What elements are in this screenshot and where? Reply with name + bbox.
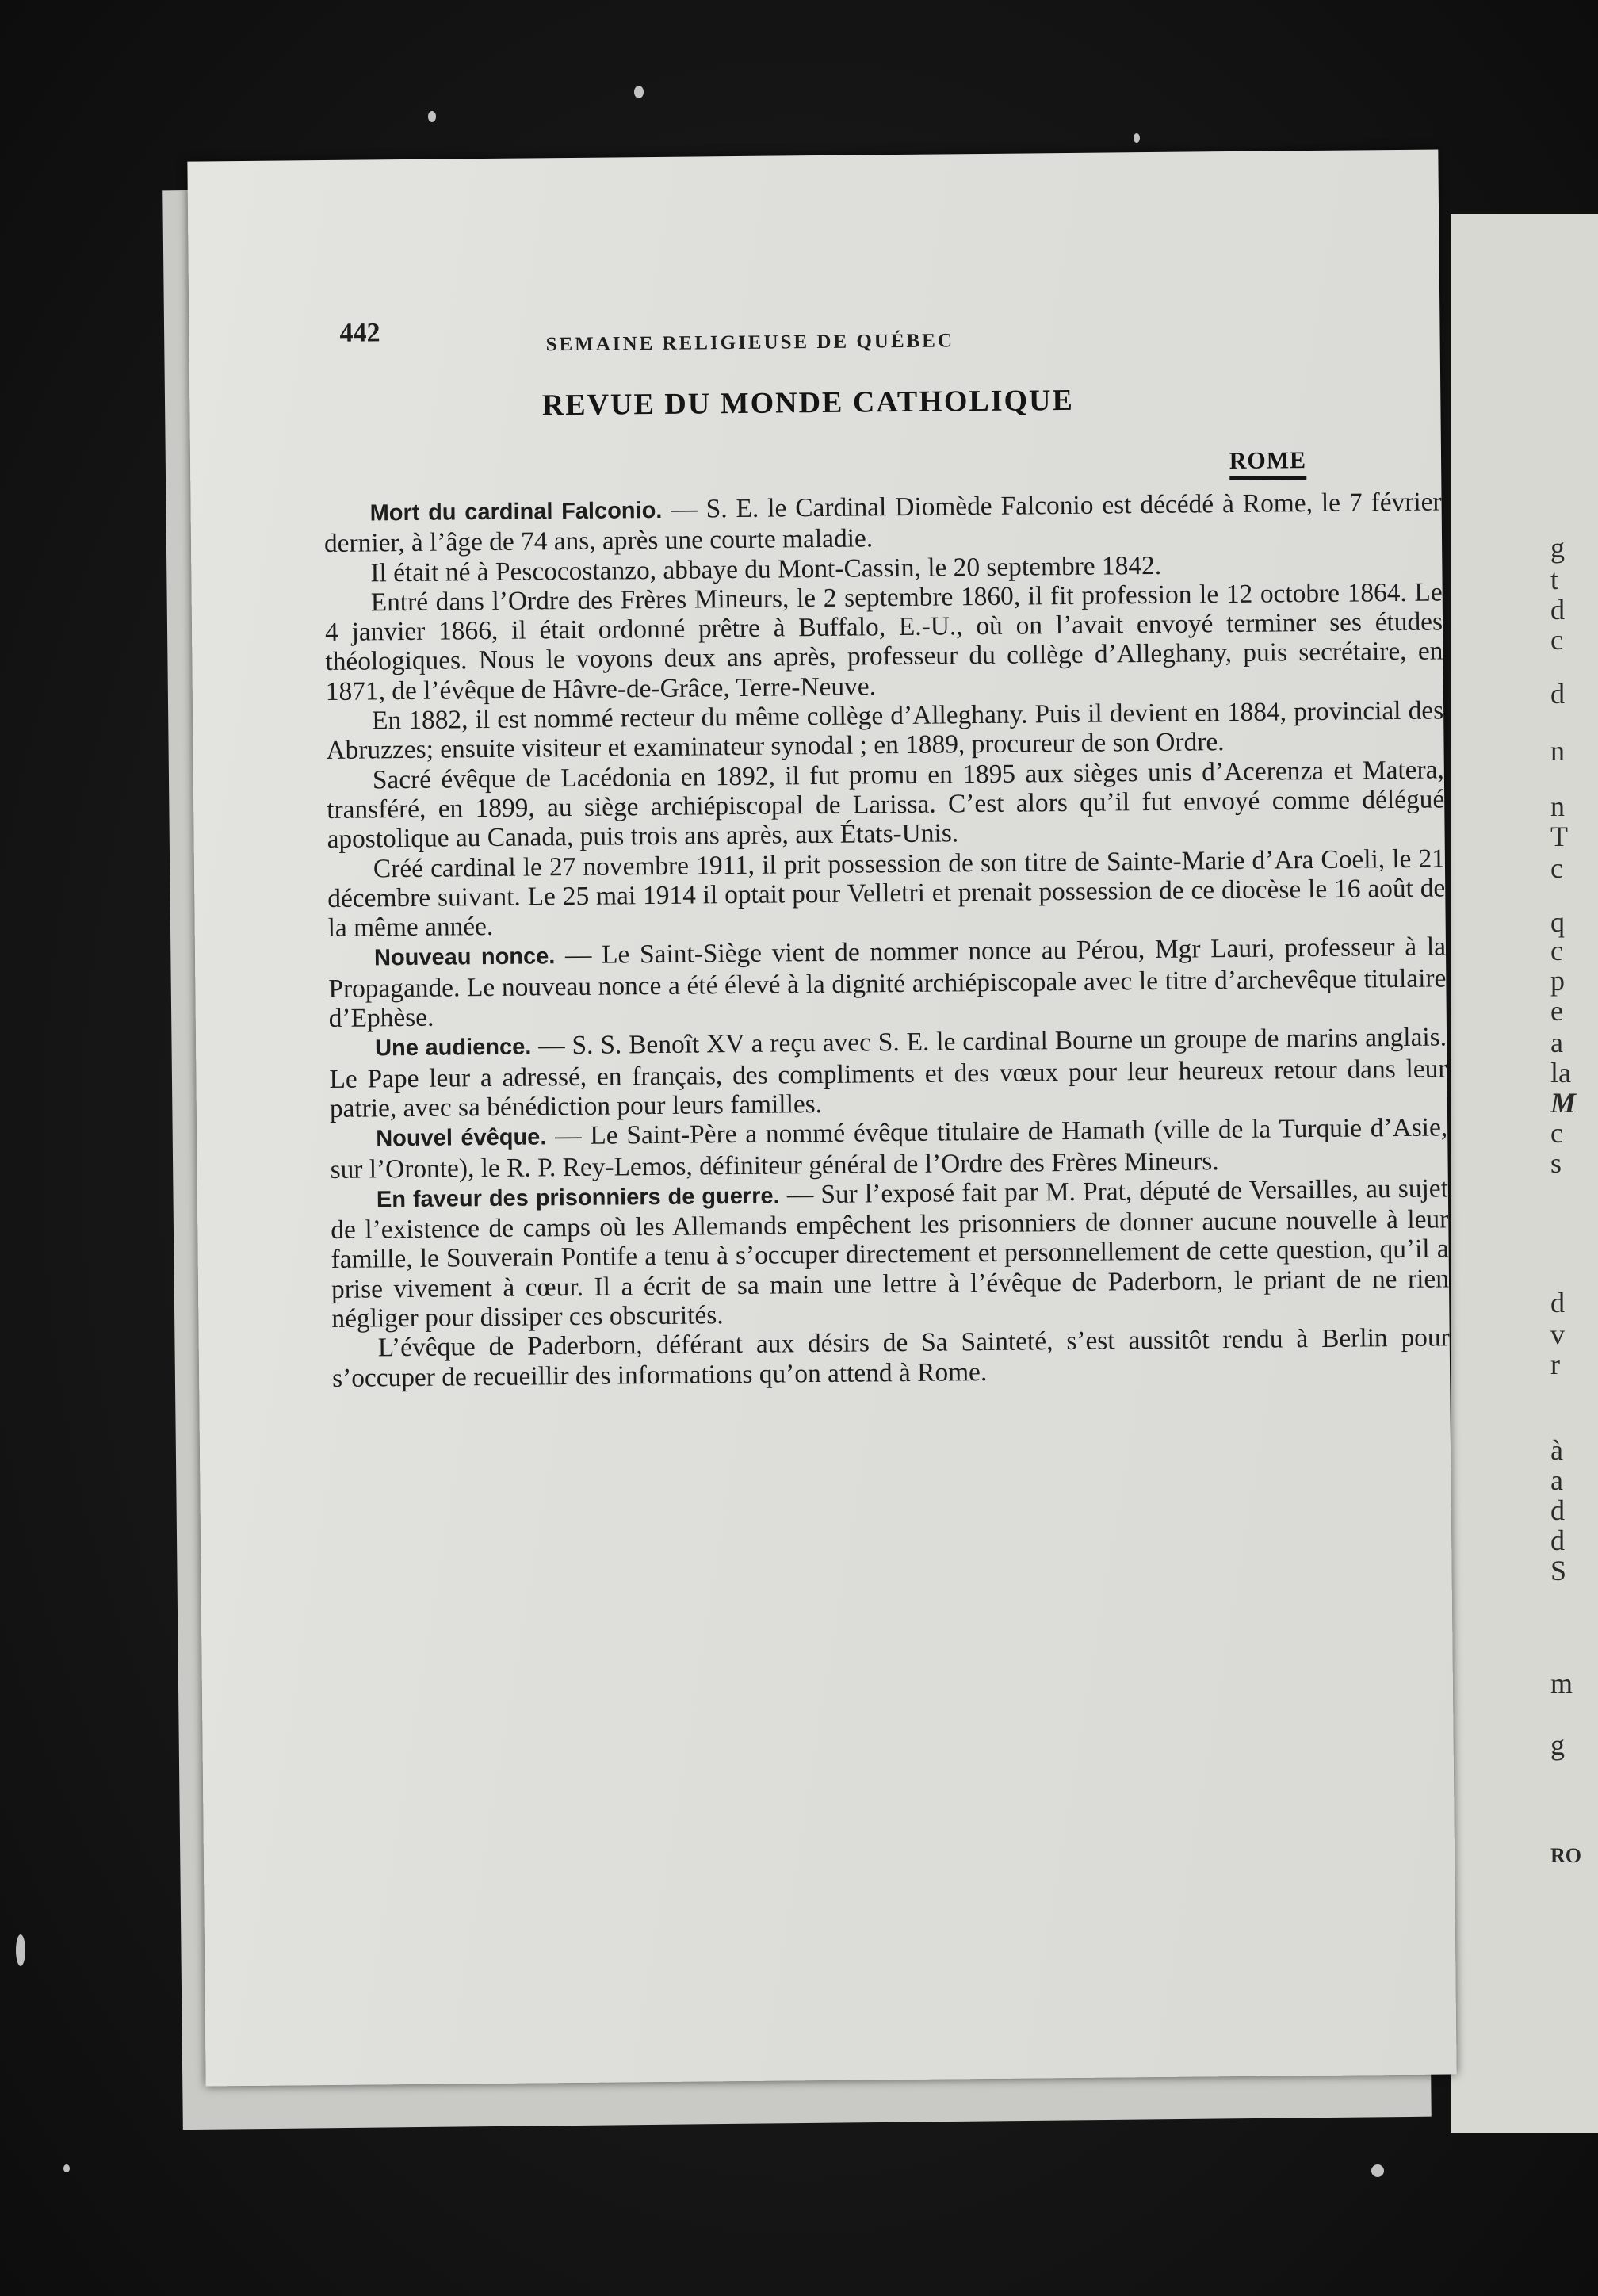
paragraph-text: — Le Saint-Siège vient de nommer nonce au Pérou, Mgr Lauri, professeur à la Propagande. Le nouveau nonce a été élevé à la dignité archiépiscopale avec le titre d’archevêque titulaire d’Ephèse.	[328, 932, 1447, 1034]
adjacent-page-fragment: v	[1550, 1318, 1565, 1350]
paragraph-text: L’évêque de Paderborn, déférant aux désirs de Sa Sainteté, s’est aussitôt rendu à Berlin pour s’occuper de recueillir des informations qu’on attend à Rome.	[331, 1322, 1450, 1393]
rubric-heading: ROME	[1229, 447, 1307, 480]
paragraph	[329, 1023, 1447, 1123]
paragraph-text: Créé cardinal le 27 novembre 1911, il prit possession de son titre de Sainte-Marie d’Ara Coeli, le 21 décembre suivant. Le 25 mai 1914 il optait pour Velletri et prenait possession de ce diocèse le 16 août de la même année.	[327, 844, 1446, 943]
dust-speck	[428, 111, 436, 122]
page-number: 442	[339, 318, 380, 348]
adjacent-page-fragment: RO	[1550, 1844, 1581, 1867]
paragraph	[330, 1113, 1448, 1184]
running-head: SEMAINE RELIGIEUSE DE QUÉBEC	[545, 330, 955, 356]
paragraph-text: — S. S. Benoît XV a reçu avec S. E. le cardinal Bourne un groupe de marins anglais. Le Pape leur a adressé, en français, des compliments et des vœux pour leur heureux retour dans leur patrie, avec sa bénédiction pour leurs familles.	[329, 1022, 1447, 1123]
adjacent-page-fragment: d	[1550, 1287, 1565, 1318]
dust-speck	[63, 2164, 70, 2172]
adjacent-page-fragment: e	[1550, 995, 1563, 1027]
adjacent-page-fragment: n	[1550, 735, 1565, 767]
adjacent-page-fragment: c	[1550, 935, 1563, 966]
document-page	[187, 149, 1456, 2086]
adjacent-page-fragment: t	[1550, 564, 1559, 595]
adjacent-page-fragment: q	[1550, 906, 1565, 938]
adjacent-page-fragment: s	[1550, 1147, 1562, 1179]
paragraph	[327, 755, 1445, 854]
adjacent-page-fragment: T	[1550, 821, 1568, 852]
paragraph-text: En 1882, il est nommé recteur du même collège d’Alleghany. Puis il devient en 1884, provincial des Abruzzes; ensuite visiteur et examinateur synodal ; en 1889, procureur de son Ordre.	[326, 695, 1444, 766]
dust-speck	[1371, 2164, 1384, 2177]
paragraph	[327, 844, 1446, 943]
paragraph-text: — S. E. le Cardinal Diomède Falconio est décédé à Rome, le 7 février dernier, à l’âge de 74 ans, après une courte maladie.	[323, 487, 1442, 559]
adjacent-page-fragment: g	[1550, 1729, 1565, 1761]
adjacent-page-fragment: M	[1550, 1087, 1577, 1119]
paragraph-text: Entré dans l’Ordre des Frères Mineurs, le 2 septembre 1860, il fit profession le 12 octobre 1864. Le 4 janvier 1866, il était ordonné prêtre à Buffalo, E.-U., où on l’avait envoyé terminer ses études théologiques. Nous le voyons deux ans après, professeur du collège d’Alleghany, puis secrétaire, en 1871, de l’évêque de Hâvre-de-Grâce, Terre-Neuve.	[324, 577, 1443, 706]
paragraph	[331, 1173, 1450, 1334]
adjacent-page-fragment: p	[1550, 965, 1565, 997]
adjacent-page-fragment: m	[1550, 1667, 1573, 1699]
adjacent-page-fragment: c	[1550, 624, 1563, 656]
paragraph-lead: En faveur des prisonniers de guerre.	[376, 1183, 780, 1213]
article-body	[323, 487, 1450, 1392]
adjacent-page-fragment: g	[1550, 532, 1565, 564]
adjacent-page-fragment: à	[1550, 1434, 1563, 1466]
section-title: REVUE DU MONDE CATHOLIQUE	[541, 383, 1075, 423]
adjacent-page-fragment: d	[1550, 594, 1565, 626]
adjacent-page-fragment: r	[1550, 1349, 1560, 1380]
adjacent-page-fragment: n	[1550, 790, 1565, 822]
paragraph-lead: Nouveau nonce.	[373, 943, 556, 971]
paragraph	[332, 1323, 1451, 1393]
adjacent-page-fragment: d	[1550, 678, 1565, 710]
adjacent-page-fragment: a	[1550, 1027, 1563, 1058]
paragraph	[323, 487, 1442, 558]
paragraph-text: Il était né à Pescocostanzo, abbaye du Mont-Cassin, le 20 septembre 1842.	[370, 550, 1162, 588]
paragraph	[325, 577, 1443, 706]
adjacent-page-fragment: c	[1550, 852, 1563, 884]
paragraph-lead: Une audience.	[374, 1034, 532, 1062]
paragraph	[326, 696, 1444, 766]
adjacent-page	[1451, 214, 1598, 2133]
adjacent-page-fragment: c	[1550, 1117, 1563, 1149]
dust-speck	[634, 86, 644, 98]
adjacent-page-fragment: d	[1550, 1525, 1565, 1556]
paragraph-text: — Le Saint-Père a nommé évêque titulaire de Hamath (ville de la Turquie d’Asie, sur l’Oronte), le R. P. Rey-Lemos, définiteur général de l’Ordre des Frères Mineurs.	[330, 1112, 1448, 1184]
paragraph	[328, 932, 1447, 1033]
dust-speck	[16, 1934, 25, 1966]
adjacent-page-fragment: S	[1550, 1555, 1567, 1586]
paragraph-text: Sacré évêque de Lacédonia en 1892, il fut promu en 1895 aux sièges unis d’Acerenza et Matera, transféré, en 1899, au siège archiépiscopal de Larissa. C’est alors qu’il fut envoyé comme délégué apostolique au Canada, puis trois ans après, aux États-Unis.	[327, 755, 1445, 855]
dust-speck	[1134, 133, 1140, 143]
paragraph-lead: Nouvel évêque.	[376, 1124, 547, 1152]
adjacent-page-fragment: d	[1550, 1494, 1565, 1526]
paragraph-text: — Sur l’exposé fait par M. Prat, député de Versailles, au sujet de l’existence de camps où les Allemands empêchent les prisonniers de donner aucune nouvelle à leur famille, le Souverain Pontife a tenu à s’occuper directement et personnellement de cette question, qu’il a prise vivement à cœur. Il a écrit de sa main une lettre à l’évêque de Paderborn, le priant de ne rien négliger pour dissiper ces obscurités.	[331, 1173, 1450, 1334]
adjacent-page-fragment: la	[1550, 1057, 1571, 1089]
paragraph-lead: Mort du cardinal Falconio.	[369, 497, 663, 526]
adjacent-page-fragment: a	[1550, 1464, 1563, 1496]
